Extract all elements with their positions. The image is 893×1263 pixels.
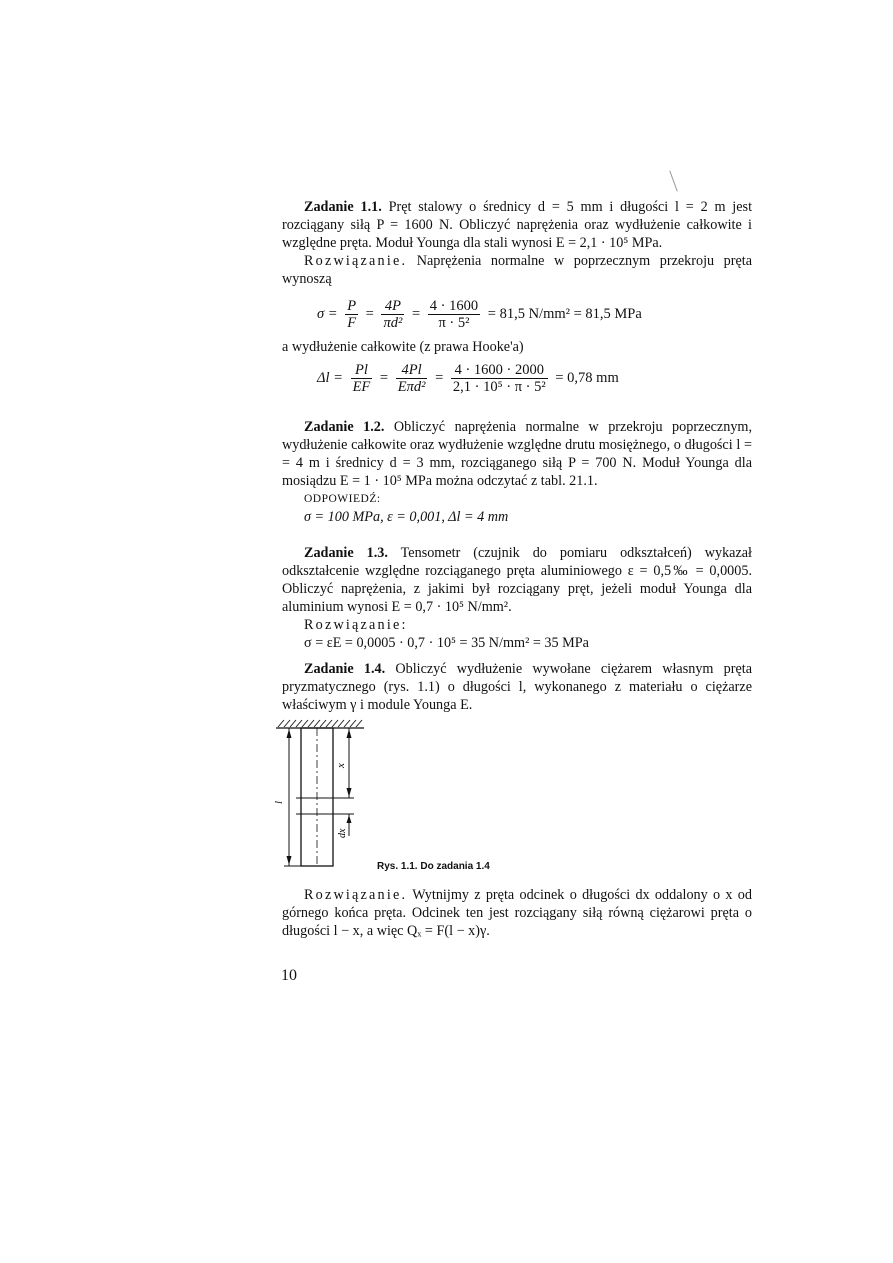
scan-mark bbox=[669, 170, 677, 191]
task-1-3-solution: σ = εE = 0,0005 · 0,7 · 10⁵ = 35 N/mm² = 35 MPa bbox=[304, 635, 589, 651]
task-1-2 bbox=[282, 418, 752, 526]
task-1-4-heading: Zadanie 1.4. bbox=[304, 661, 386, 677]
task-1-3-heading: Zadanie 1.3. bbox=[304, 545, 388, 561]
page-number: 10 bbox=[281, 967, 297, 984]
equation-stress: σ = $\frac{P}{F}$ = $\frac{4P}{\text{πd²}}$ = $\frac{4 \cdot 1600}{\text{π · 5²}}$ = 81,5 N/mm² = 81,5 MPa bbox=[317, 298, 642, 331]
task-1-2-body: Obliczyć naprężenia normalne w przekroju poprzecznym, wydłużenie całkowite oraz wydłużenie względne drutu mosiężnego, o długości l = = 4 m i średnicy d = 3 mm, rozciąganego siłą P = 700 N. Moduł Younga dla mosiądzu E = 1 · 10⁵ MPa można odczytać z tabl. 21.1. bbox=[282, 419, 753, 489]
task-1-4-solution bbox=[282, 886, 752, 940]
task-1-1 bbox=[282, 198, 752, 288]
task-1-4-solution-text: Wytnijmy z pręta odcinek o długości dx oddalony o x od górnego końca pręta. Odcinek ten jest rozciągany siłą równą ciężarowi pręta o długości l − x, a więc Qₓ = F(l − x)γ. bbox=[282, 887, 752, 939]
figure-label-x: x bbox=[335, 763, 347, 768]
task-1-1-solution-text: Naprężenia normalne w poprzecznym przekroju pręta wynoszą bbox=[282, 253, 753, 287]
task-1-4-solution-label: Rozwiązanie. bbox=[304, 887, 408, 903]
task-1-4 bbox=[282, 660, 752, 714]
task-1-2-answer: σ = 100 MPa, ε = 0,001, Δl = 4 mm bbox=[304, 509, 509, 525]
figure-bar-diagram bbox=[273, 718, 368, 876]
task-1-2-answer-label: ODPOWIEDŹ: bbox=[304, 493, 381, 505]
task-1-1-solution-label: Rozwiązanie. bbox=[304, 253, 408, 269]
task-1-2-heading: Zadanie 1.2. bbox=[304, 419, 385, 435]
equation-elongation: Δl = $\frac{Pl}{EF}$ = $\frac{4Pl}{\text{Eπd²}}$ = $\frac{4 \cdot 1600 \cdot 2000}{\text{2,1 · 10⁵ · π · 5²}}$ = 0,78 mm bbox=[317, 362, 619, 395]
task-1-3-body: Tensometr (czujnik do pomiaru odkształceń) wykazał odkształcenie względne rozciąganego pręta aluminiowego ε = 0,5‰ = 0,0005. Obliczyć naprężenia, z jakimi był rozciągany pręt, jeżeli moduł Younga dla aluminium wynosi E = 0,7 · 10⁵ N/mm². bbox=[282, 545, 753, 615]
task-1-4-body: Obliczyć wydłużenie wywołane ciężarem własnym pręta pryzmatycznego (rys. 1.1) o długości l, wykonanego z materiału o ciężarze właściwym γ i module Younga E. bbox=[282, 661, 753, 713]
task-1-1-body: Pręt stalowy o średnicy d = 5 mm i długości l = 2 m jest rozciągany siłą P = 1600 N. Obliczyć naprężenia oraz wydłużenie całkowite i względne pręta. Moduł Younga dla stali wynosi E = 2,1 · 10⁵ MPa. bbox=[282, 199, 753, 251]
task-1-3 bbox=[282, 544, 752, 652]
figure-label-dx: dx bbox=[337, 828, 348, 838]
figure-label-l: l bbox=[273, 800, 285, 804]
figure-caption: Rys. 1.1. Do zadania 1.4 bbox=[377, 861, 490, 872]
task-1-1-mid: a wydłużenie całkowite (z prawa Hooke'a) bbox=[282, 339, 524, 355]
task-1-3-solution-label: Rozwiązanie: bbox=[304, 617, 408, 633]
task-1-1-heading: Zadanie 1.1. bbox=[304, 199, 382, 215]
